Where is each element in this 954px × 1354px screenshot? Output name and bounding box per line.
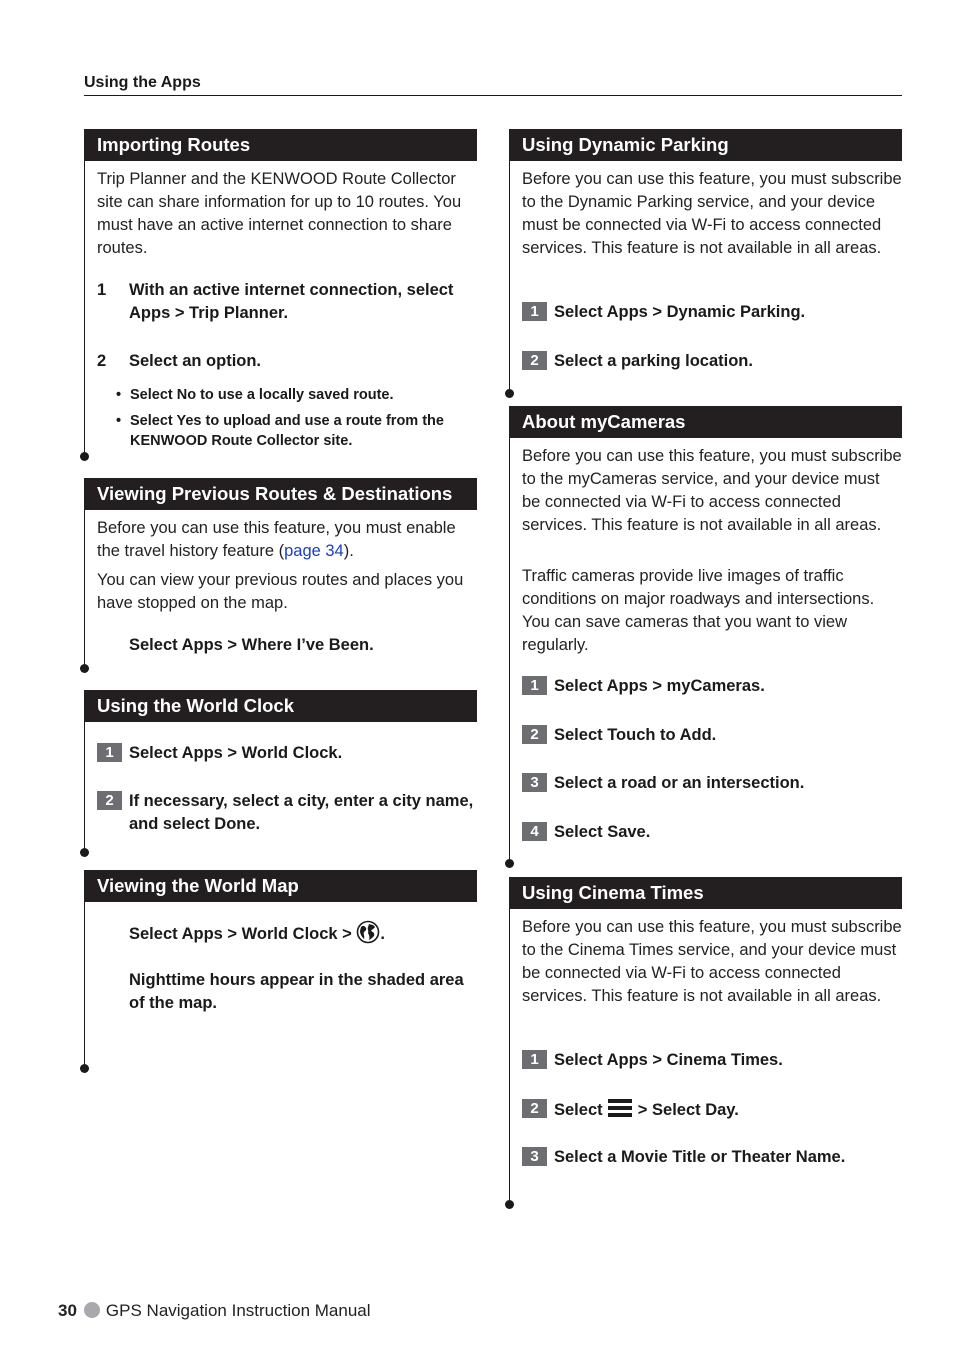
section-importing-routes — [84, 129, 477, 456]
page-footer — [58, 1301, 371, 1321]
step-number: 1 — [97, 281, 107, 299]
section-body: Traffic cameras provide live images of traffic conditions on major roadways and intersections. You can save cameras that you want to view regularly. — [522, 567, 875, 654]
circle-icon — [84, 1302, 100, 1318]
section-title: Viewing the World Map — [84, 870, 477, 902]
step-number-badge: 3 — [522, 1147, 547, 1166]
step-text: With an active internet connection, select Apps > Trip Planner. — [129, 281, 454, 322]
section-body: Trip Planner and the KENWOOD Route Collector site can share information for up to 10 routes. You must have an active internet connection to share routes. — [97, 170, 462, 257]
step-text: Select Touch to Add. — [554, 726, 717, 744]
step-text: If necessary, select a city, enter a city name, and select Done. — [129, 792, 474, 833]
step-text: Select a parking location. — [554, 352, 753, 370]
step-number-badge: 2 — [97, 791, 122, 810]
step-number-badge: 1 — [522, 302, 547, 321]
section-title: Using Cinema Times — [509, 877, 902, 909]
step-text: Select a road or an intersection. — [554, 774, 805, 792]
section-title: About myCameras — [509, 406, 902, 438]
section-title: Importing Routes — [84, 129, 477, 161]
step-number-badge: 4 — [522, 822, 547, 841]
step-number-badge: 1 — [522, 1050, 547, 1069]
section-body — [97, 517, 477, 563]
section-body: Before you can use this feature, you must subscribe to the myCameras service, and your device must be connected via W-Fi to access connected services. This feature is not available in all areas. — [522, 447, 902, 534]
menu-icon — [607, 1098, 633, 1118]
section-body: Before you can use this feature, you must subscribe to the Cinema Times service, and your device must be connected via W-Fi to access connected services. This feature is not available in all areas. — [522, 918, 902, 1005]
body-text: Before you can use this feature, you must enable the travel history feature ( — [97, 519, 456, 560]
section-world-clock — [84, 690, 477, 852]
step-number-badge: 3 — [522, 773, 547, 792]
page-link[interactable]: page 34 — [284, 542, 344, 560]
step-number-badge: 2 — [522, 725, 547, 744]
step-text: Select an option. — [129, 352, 262, 370]
bullet-dot: • — [116, 387, 122, 403]
section-body: You can view your previous routes and places you have stopped on the map. — [97, 571, 464, 612]
step-number-badge: 1 — [97, 743, 122, 762]
bullet-text: Select Yes to upload and use a route from the KENWOOD Route Collector site. — [130, 413, 444, 449]
manual-title: GPS Navigation Instruction Manual — [105, 1301, 371, 1320]
section-world-map — [84, 870, 477, 1068]
section-body: Before you can use this feature, you must subscribe to the Dynamic Parking service, and your device must be connected via W-Fi to access connected services. This feature is not available in all areas. — [522, 170, 902, 257]
step-text-part: Select Apps > World Clock > — [129, 925, 357, 943]
step-text-part: . — [380, 925, 385, 943]
section-rule — [84, 510, 85, 668]
step-text: Select Apps > World Clock. — [129, 744, 343, 762]
step-number-badge: 1 — [522, 676, 547, 695]
step-text: Select a Movie Title or Theater Name. — [554, 1148, 846, 1166]
step-text-part: > Select Day. — [633, 1101, 739, 1119]
bullet-dot: • — [116, 413, 122, 429]
bullet-text: Select No to use a locally saved route. — [130, 387, 394, 403]
section-title: Using the World Clock — [84, 690, 477, 722]
step-number-badge: 2 — [522, 1099, 547, 1118]
section-cinema-times — [509, 877, 902, 1204]
section-rule — [84, 722, 85, 852]
section-title: Using Dynamic Parking — [509, 129, 902, 161]
step-text: Select Save. — [554, 823, 651, 841]
section-rule — [84, 161, 85, 456]
step-text: Select Apps > myCameras. — [554, 677, 765, 695]
bullet-item — [116, 411, 460, 451]
body-text: ). — [343, 542, 354, 560]
section-my-cameras — [509, 406, 902, 863]
section-rule — [509, 161, 510, 393]
step-text — [554, 1098, 900, 1122]
running-head: Using the Apps — [84, 74, 902, 96]
step-number: 2 — [97, 352, 107, 370]
note-text: Nighttime hours appear in the shaded area of the map. — [129, 971, 464, 1012]
step-text: Select Apps > Dynamic Parking. — [554, 303, 806, 321]
section-rule — [84, 902, 85, 1068]
section-title: Viewing Previous Routes & Destinations — [84, 478, 477, 510]
globe-icon — [356, 920, 380, 944]
step-text: Select Apps > Cinema Times. — [554, 1051, 783, 1069]
section-rule — [509, 438, 510, 863]
page-number: 30 — [58, 1301, 77, 1320]
bullet-item — [116, 385, 460, 405]
section-viewing-previous-routes — [84, 478, 477, 668]
step-text — [129, 920, 475, 946]
section-rule — [509, 909, 510, 1204]
step-number-badge: 2 — [522, 351, 547, 370]
section-dynamic-parking — [509, 129, 902, 393]
step-text: Select Apps > Where I’ve Been. — [129, 636, 374, 654]
step-text-part: Select — [554, 1101, 608, 1119]
